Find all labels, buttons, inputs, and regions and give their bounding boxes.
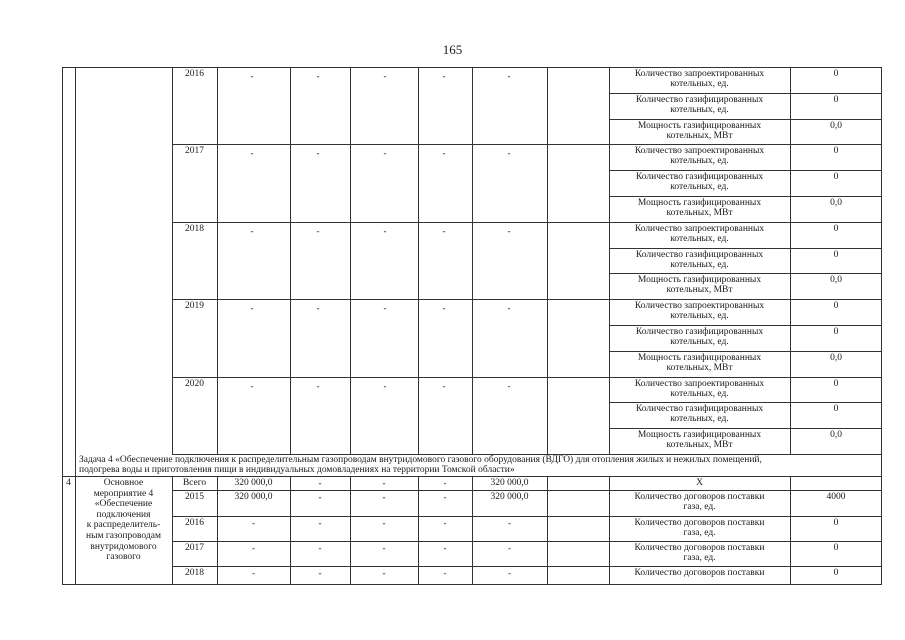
empty-cell: - [250,380,254,391]
grid-vline [418,476,419,584]
indicator-divider [609,196,882,197]
empty-cell: - [508,518,511,528]
budget-table [62,67,882,585]
empty-cell: - [508,543,511,553]
empty-cell: - [316,148,320,159]
empty-cell: - [383,380,387,391]
year-group-divider [172,299,882,300]
amount-cell: 320 000,0 [490,492,529,502]
indicator-unit: котельных, ед. [670,414,729,425]
indicator-unit: котельных, ед. [670,156,729,167]
empty-cell: - [382,543,386,553]
indicator-name: Мощность газифицированных [637,352,762,363]
indicator-unit: котельных, ед. [670,182,729,193]
indicator-unit: котельных, МВт [666,208,733,218]
task-4-title-cont: подогрева воды и приготовления пищи в индивидуальных домовладениях на территории Томской области» [79,465,515,475]
indicator-unit: котельных, МВт [666,440,733,451]
measure-name-line: Основное [103,478,144,488]
grid-vline [172,67,173,454]
empty-cell: - [318,568,322,578]
indicator-divider [609,351,882,352]
measure-name-line: «Обеспечение [94,499,153,510]
empty-cell: - [250,148,254,159]
grid-vline [75,67,76,454]
indicator-unit: котельных, МВт [666,362,733,373]
empty-cell: - [507,380,511,391]
task-4-title: Задача 4 «Обеспечение подключения к распределительным газопроводам внутридомового газового оборудования (ВДГО) для отопления жилых и нежилых помещений, [79,455,762,465]
year-label: 2020 [185,378,204,389]
empty-cell: - [383,225,387,236]
indicator-name: Мощность газифицированных [637,275,762,286]
indicator-name: Количество запроектированных [634,301,765,312]
year-label: 2016 [185,69,204,79]
empty-cell: - [382,518,386,528]
year-label: 2019 [185,301,204,312]
measure-name-line: ным газопроводам [86,531,161,541]
indicator-value: 0,0 [830,120,842,131]
measure-year: Всего [182,478,207,488]
grid-vline [547,67,548,454]
year-label: 2017 [185,146,204,157]
amount-cell: 320 000,0 [490,478,529,488]
indicator-name: Количество договоров поставки [634,568,765,578]
year-group-divider [172,377,882,378]
indicator-value: 0 [833,568,839,578]
empty-cell: - [250,225,254,236]
table-border-left [62,67,63,584]
indicator-value: 0 [833,249,839,260]
indicator-unit: котельных, ед. [670,311,729,322]
empty-cell: - [318,478,322,488]
grid-vline [472,67,473,454]
year-label: 2018 [185,223,204,234]
indicator-name: Количество договоров поставки [634,492,765,502]
indicator-unit: котельных, МВт [666,130,733,141]
indicator-unit: котельных, ед. [670,104,729,115]
indicator-name: Количество запроектированных [634,69,765,79]
measure-row-divider [172,566,882,567]
empty-cell: - [443,518,447,528]
indicator-name: Количество газифицированных [635,327,764,337]
empty-cell: - [316,225,320,236]
indicator-value: 0 [833,518,839,528]
amount-cell: 320 000,0 [234,478,273,488]
empty-cell: - [383,71,387,81]
empty-cell: - [442,380,446,391]
indicator-name: Количество запроектированных [634,223,765,234]
task-number-divider [75,454,76,476]
indicator-name: Количество газифицированных [635,249,764,260]
measure-year: 2015 [185,492,204,502]
empty-cell: - [250,71,254,81]
empty-cell: - [318,543,322,553]
indicator-name: Мощность газифицированных [637,198,762,208]
empty-cell: - [507,303,511,314]
empty-cell: - [508,568,511,578]
empty-cell: - [383,148,387,159]
indicator-value: 0 [833,543,839,553]
measure-name-line: к распределитель- [86,520,161,531]
empty-cell: - [442,71,446,81]
indicator-value: 0 [833,69,839,79]
indicator-unit: котельных, ед. [670,259,729,270]
not-applicable-mark: X [696,478,703,488]
indicator-unit: газа, ед. [683,502,716,512]
empty-cell: - [442,225,446,236]
indicator-value: 0 [833,172,839,183]
amount-cell: 320 000,0 [234,492,273,502]
page-number: 165 [442,42,463,57]
indicator-value: 0 [833,378,839,389]
empty-cell: - [318,518,322,528]
year-group-divider [172,144,882,145]
measure-name-line: подключения [96,509,151,520]
indicator-unit: газа, ед. [683,553,716,563]
measure-year: 2016 [185,518,204,528]
empty-cell: - [442,148,446,159]
empty-cell: - [507,71,511,81]
indicator-value: 0 [833,301,839,312]
indicator-unit: котельных, ед. [670,337,729,347]
measure-row-divider [172,516,882,517]
empty-cell: - [507,225,511,236]
empty-cell: - [318,492,322,502]
indicator-name: Количество газифицированных [635,94,764,105]
measure-row-divider [172,541,882,542]
empty-cell: - [252,543,255,553]
empty-cell: - [382,478,386,488]
indicator-divider [609,93,882,94]
measure-number: 4 [66,478,71,488]
empty-cell: - [443,478,447,488]
indicator-name: Количество запроектированных [634,378,765,389]
empty-cell: - [443,492,447,502]
empty-cell: - [316,303,320,314]
indicator-name: Количество газифицированных [635,404,764,415]
empty-cell: - [443,543,447,553]
indicator-name: Мощность газифицированных [637,120,762,131]
indicator-divider [609,325,882,326]
indicator-divider [609,248,882,249]
indicator-value: 0 [833,146,839,157]
grid-vline [290,476,291,584]
indicator-unit: котельных, ед. [670,79,729,89]
table-border-bottom [62,584,882,585]
grid-vline [418,67,419,454]
year-group-divider [172,222,882,223]
grid-vline [547,476,548,584]
empty-cell: - [443,568,447,578]
empty-cell: - [382,568,386,578]
measure-name-line: газового [106,552,141,563]
indicator-value: 0 [833,223,839,234]
indicator-unit: газа, ед. [683,528,716,538]
indicator-name: Количество договоров поставки [634,518,765,528]
indicator-name: Количество запроектированных [634,146,765,157]
indicator-name: Мощность газифицированных [637,430,762,441]
empty-cell: - [442,303,446,314]
indicator-value: 0 [833,404,839,415]
measure-row-divider [172,490,882,491]
measure-year: 2017 [185,543,204,553]
measure-name-line: мероприятие 4 [93,488,154,499]
indicator-unit: котельных, ед. [670,388,729,399]
indicator-name: Количество договоров поставки [634,543,765,553]
indicator-divider [609,119,882,120]
indicator-value: 0,0 [830,198,842,208]
empty-cell: - [252,518,255,528]
indicator-value: 0 [833,94,839,105]
indicator-value: 0,0 [830,430,842,441]
grid-vline [217,67,218,454]
empty-cell: - [382,492,386,502]
measure-name-line: внутридомового [90,541,157,552]
empty-cell: - [250,303,254,314]
indicator-unit: котельных, ед. [670,233,729,244]
indicator-unit: котельных, МВт [666,285,733,296]
empty-cell: - [316,71,320,81]
grid-vline [350,476,351,584]
indicator-name: Количество газифицированных [635,172,764,183]
indicator-value: 0,0 [830,352,842,363]
measure-year: 2018 [185,568,204,578]
grid-vline [290,67,291,454]
empty-cell: - [507,148,511,159]
empty-cell: - [316,380,320,391]
empty-cell: - [383,303,387,314]
empty-cell: - [252,568,255,578]
indicator-value: 0 [833,327,839,337]
grid-vline [350,67,351,454]
indicator-value: 4000 [826,492,846,502]
indicator-value: 0,0 [830,275,842,286]
